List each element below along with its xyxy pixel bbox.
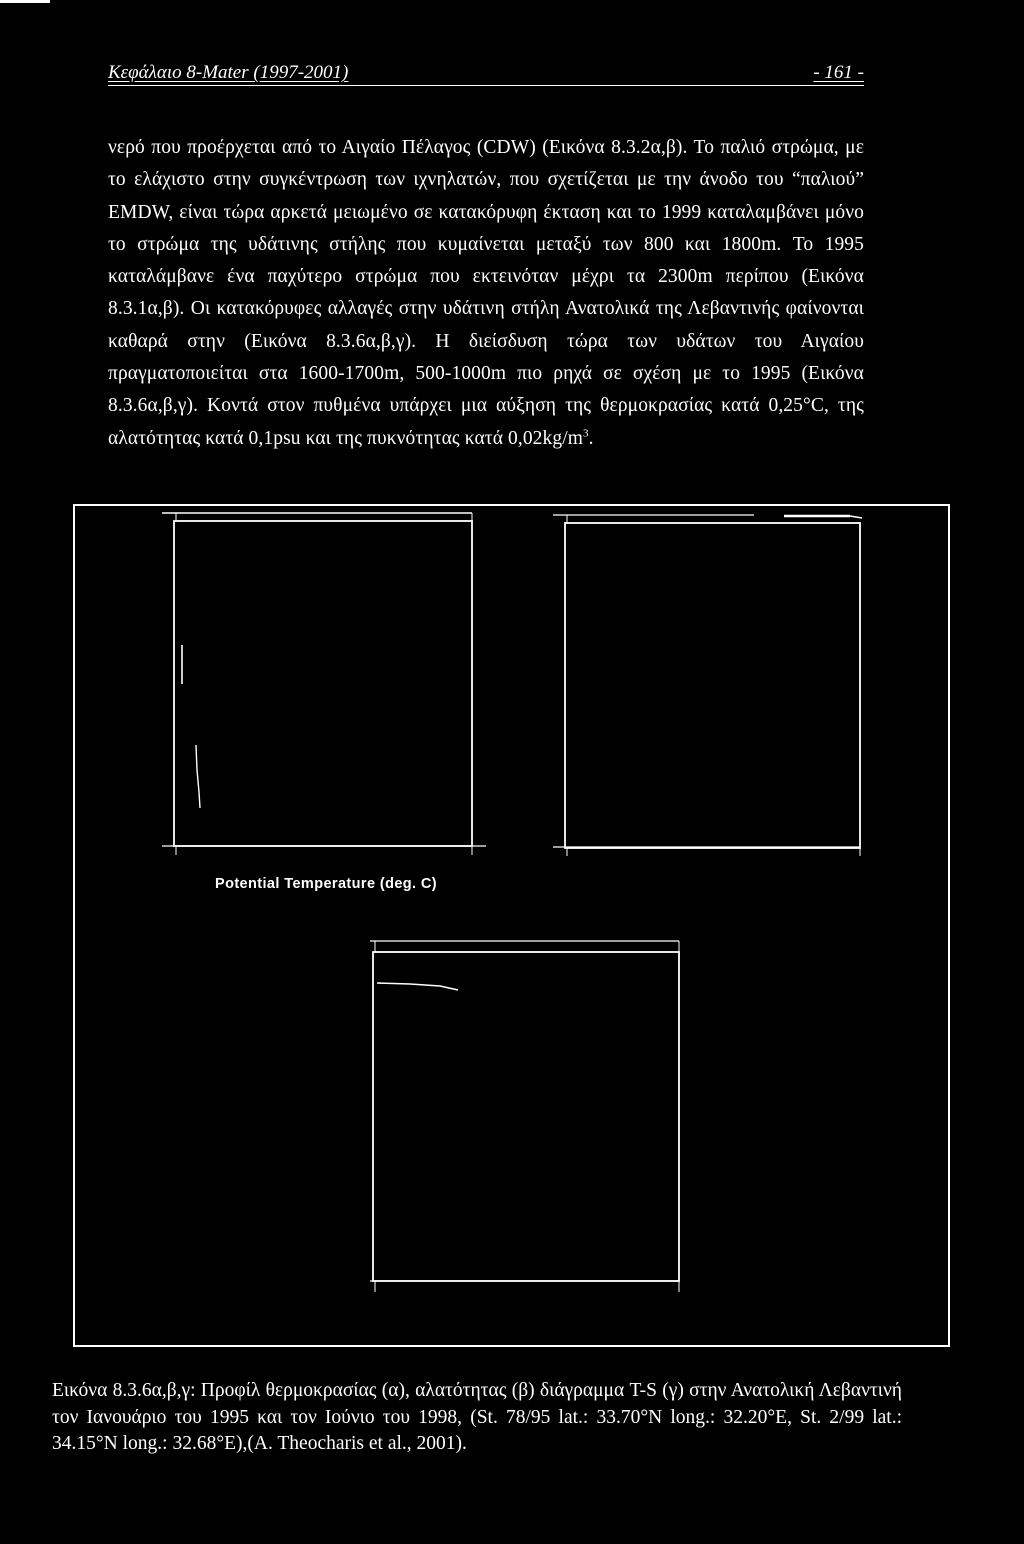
panel-b-salinity-profile [553, 515, 862, 856]
panel-c-ts-curve [377, 983, 458, 990]
page-number: - 161 - [813, 62, 864, 83]
panel-a-profile-segment [196, 745, 200, 808]
body-paragraph-text: νερό που προέρχεται από το Αιγαίο Πέλαγος (CDW) (Εικόνα 8.3.2α,β). Το παλιό στρώμα, με το ελάχιστο στην συγκέντρωση των ιχνηλατών, που σχετίζεται με την άνοδο του “παλιού” EMDW, είναι τώρα αρκετά μειωμένο σε κατακόρυφη έκταση και το 1999 καταλαμβάνει μόνο το στρώμα της υδάτινης στήλης που κυμαίνεται μεταξύ των 800 και 1800m. Το 1995 καταλάμβανε ένα παχύτερο στρώμα που εκτεινόταν μέχρι τα 2300m περίπου (Εικόνα 8.3.1α,β). Οι κατακόρυφες αλλαγές στην υδάτινη στήλη Ανατολικά της Λεβαντινής φαίνονται καθαρά στην (Εικόνα 8.3.6α,β,γ). Η διείσδυση τώρα των υδάτων του Αιγαίου πραγματοποιείται στα 1600-1700m, 500-1000m πιο ρηχά σε σχέση με το 1995 (Εικόνα 8.3.6α,β,γ). Κοντά στον πυθμένα υπάρχει μια αύξηση της θερμοκρασίας κατά 0,25°C, της αλατότητας κατά 0,1psu και της πυκνότητας κατά 0,02kg/m [108, 137, 864, 449]
figure-caption: Εικόνα 8.3.6α,β,γ: Προφίλ θερμοκρασίας (α), αλατότητας (β) διάγραμμα T-S (γ) στην Ανατολική Λεβαντινή τον Ιανουάριο του 1995 και τον Ιούνιο του 1998, (St. 78/95 lat.: 33.70°N long.: 32.20°E, St. 2/99 lat.: 34.15°N long.: 32.68°E),(A. Theocharis et al., 2001). [52, 1380, 902, 1454]
x-axis-label: Potential Temperature (deg. C) [215, 876, 438, 892]
panel-c-ts-diagram [370, 941, 679, 1292]
panel-a-temperature-profile [162, 513, 486, 855]
chapter-title: Κεφάλαιο 8-Mater (1997-2001) [108, 62, 349, 83]
body-paragraph-end: . [588, 427, 594, 449]
superscript: 3 [583, 427, 589, 440]
